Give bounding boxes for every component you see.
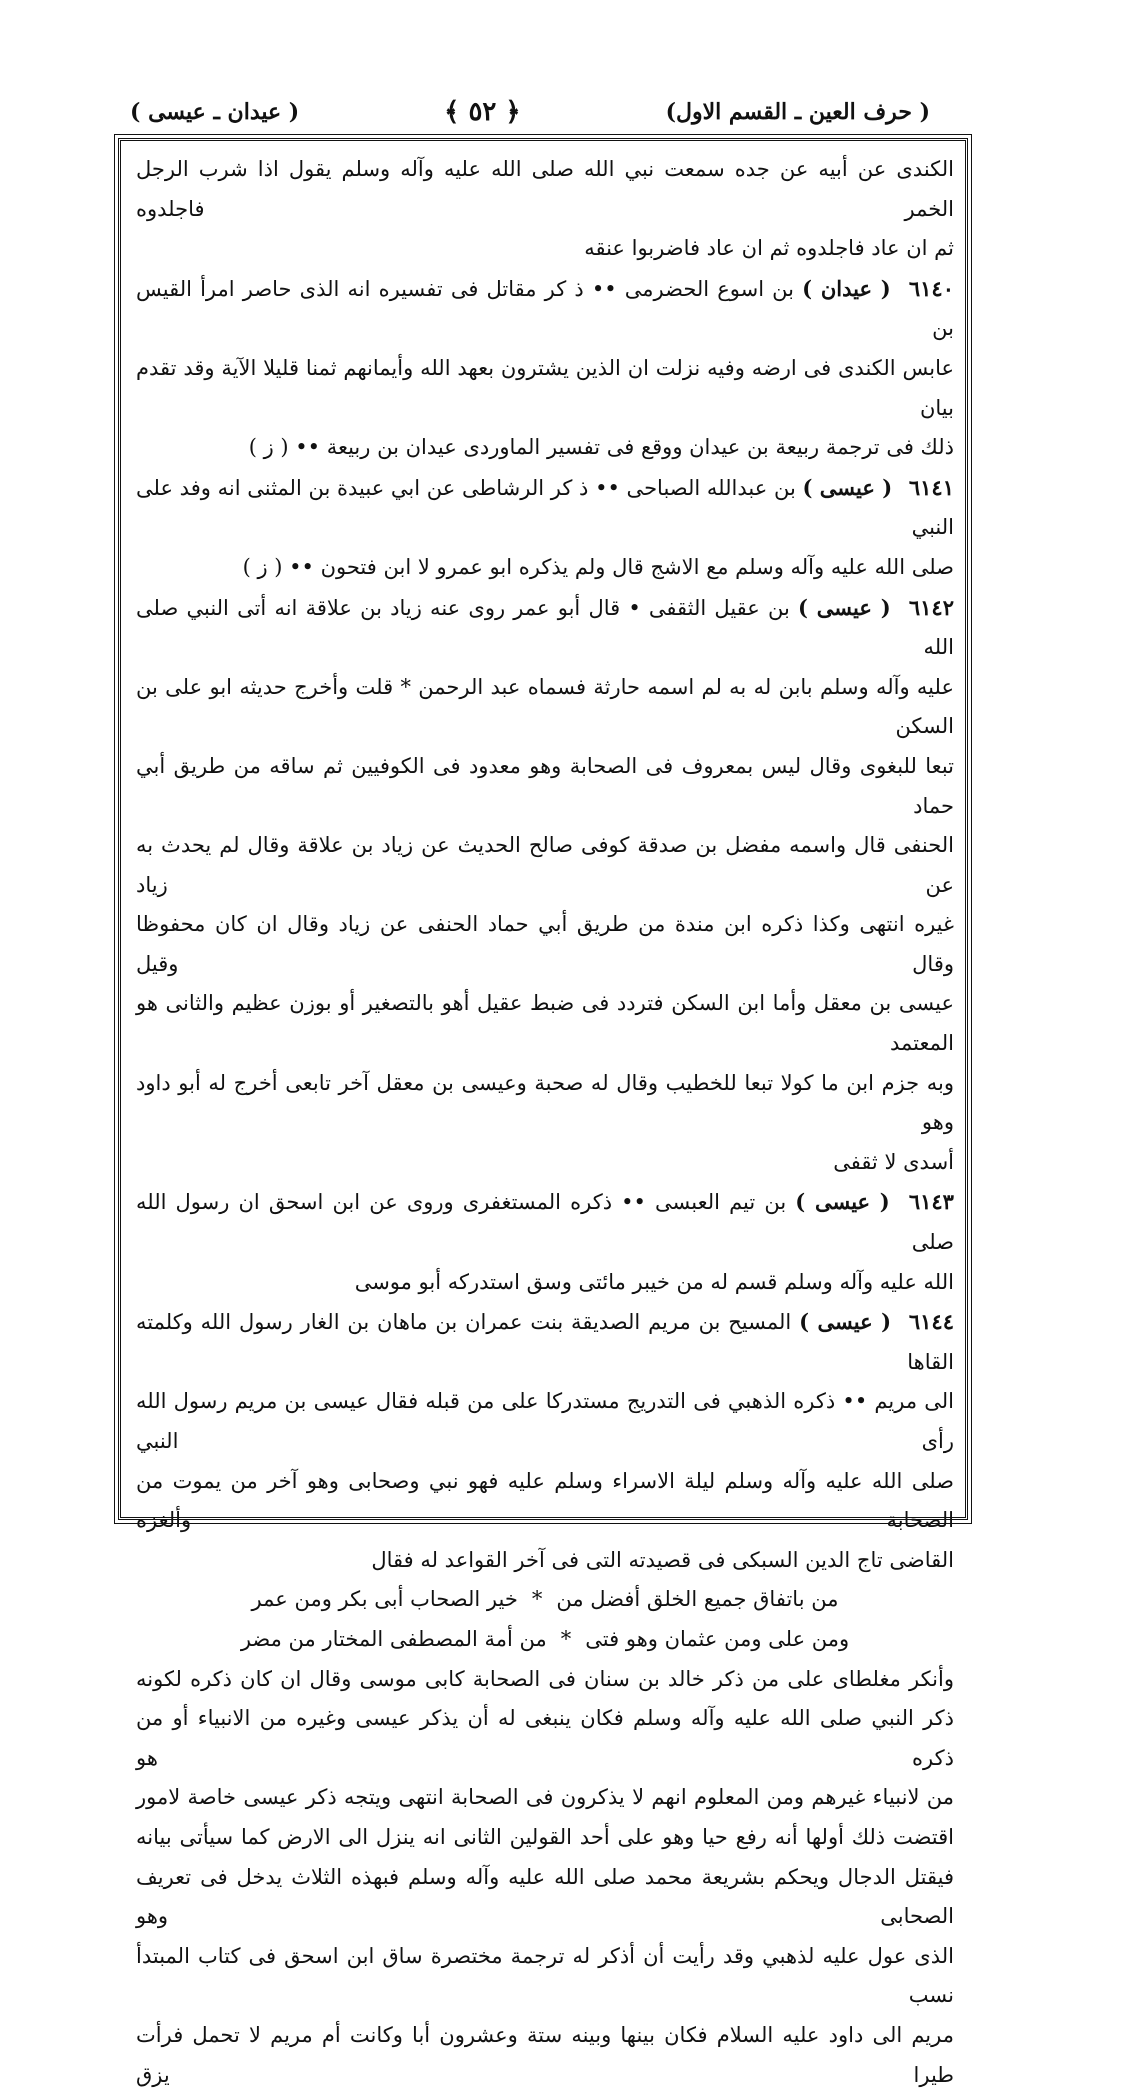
entry-name: ( عيسى ) xyxy=(798,594,891,620)
text-line: من لانبياء غيرهم ومن المعلوم انهم لا يذكرون فى الصحابة انتهى ويتجه ذكر عيسى خاصة لامور xyxy=(136,1785,954,1810)
entry-6143 xyxy=(136,1182,954,1302)
entry-6144 xyxy=(136,1302,954,1580)
entry-name: ( عيسى ) xyxy=(802,474,893,500)
page-body xyxy=(136,150,954,2087)
text-line: وبه جزم ابن ما كولا تبعا للخطيب وقال له صحبة وعيسى بن معقل آخر تابعى أخرج له أبو داود وهو xyxy=(136,1070,954,1135)
entry-6141 xyxy=(136,468,954,588)
verse-second-hemistich: من أمة المصطفى المختار من مضر xyxy=(240,1626,547,1651)
entry-name: ( عيدان ) xyxy=(802,275,891,301)
entry-6142 xyxy=(136,588,954,1183)
entry-number: ٦١٤٠ xyxy=(908,275,954,301)
closing-paragraph xyxy=(136,1660,954,2095)
text-line: الكندى عن أبيه عن جده سمعت نبي الله صلى الله عليه وآله وسلم يقول اذا شرب الرجل الخمر فاجلدوه xyxy=(136,157,954,221)
text-line: بن اسوع الحضرمى •• ذ كر مقاتل فى تفسيره انه الذى حاصر امرأ القيس بن xyxy=(136,276,954,341)
entry-number: ٦١٤٤ xyxy=(908,1309,954,1335)
text-line: الى مريم •• ذكره الذهبي فى التدريج مستدركا على من قبله فقال عيسى بن مريم رسول الله رأى النبي xyxy=(136,1389,954,1453)
text-line: عابس الكندى فى ارضه وفيه نزلت ان الذين يشترون بعهد الله وأيمانهم ثمنا قليلا الآية وقد تقدم بيان xyxy=(136,355,954,420)
text-line: غيره انتهى وكذا ذكره ابن مندة من طريق أبي حماد الحنفى عن زياد وقال ان كان محفوظا وقال وقيل xyxy=(136,912,954,976)
page-number: ﴿ ٥٢ ﴾ xyxy=(444,97,521,127)
entry-number: ٦١٤٣ xyxy=(908,1189,954,1215)
verse-separator: * xyxy=(560,1626,572,1651)
text-line: ثم ان عاد فاجلدوه ثم ان عاد فاضربوا عنقه xyxy=(584,236,954,261)
text-line: فيقتل الدجال ويحكم بشريعة محمد صلى الله عليه وآله وسلم فبهذه الثلاث يدخل فى تعريف الصحابى وهو xyxy=(136,1864,954,1929)
text-line: ذكر النبي صلى الله عليه وآله وسلم فكان ينبغى له أن يذكر عيسى وغيره من الانبياء أو من ذكره هو xyxy=(136,1706,954,1770)
text-line: صلى الله عليه وآله وسلم ليلة الاسراء وسلم عليه فهو نبي وصحابى وهو آخر من يموت من الصحابة وألغزه xyxy=(136,1468,954,1533)
text-line: بن عبدالله الصباحى •• ذ كر الرشاطى عن ابي عبيدة بن المثنى انه وفد على النبي xyxy=(136,475,954,540)
text-line: الله عليه وآله وسلم قسم له من خيبر مائتى وسق استدركه أبو موسى xyxy=(354,1269,954,1294)
verse-line xyxy=(136,1580,954,1620)
text-line: اقتضت ذلك أولها أنه رفع حيا وهو على أحد القولين الثانى انه ينزل الى الارض كما سيأتى بيانه xyxy=(136,1824,954,1849)
text-line: الذى عول عليه لذهبي وقد رأيت أن أذكر له ترجمة مختصرة ساق ابن اسحق فى كتاب المبتدأ نسب xyxy=(136,1943,954,2008)
text-line: عليه وآله وسلم بابن له به لم اسمه حارثة فسماه عبد الرحمن * قلت وأخرج حديثه ابو على بن السكن xyxy=(136,674,954,739)
verse-second-hemistich: خير الصحاب أبى بكر ومن عمر xyxy=(251,1587,518,1612)
entry-number: ٦١٤١ xyxy=(908,474,954,500)
text-line: المسيح بن مريم الصديقة بنت عمران بن ماهان بن الغار رسول الله وكلمته القاها xyxy=(136,1310,954,1374)
text-line: الحنفى قال واسمه مفضل بن صدقة كوفى صالح الحديث عن زياد بن علاقة وقال لم يحدث به عن زياد xyxy=(136,833,954,897)
text-line: صلى الله عليه وآله وسلم مع الاشج قال ولم يذكره ابو عمرو لا ابن فتحون •• ( ز ) xyxy=(242,554,954,579)
header-entry-range: ( عيدان ـ عيسى ) xyxy=(130,99,300,125)
verse-first-hemistich: من باتفاق جميع الخلق أفضل من xyxy=(556,1587,839,1612)
verse-line xyxy=(136,1620,954,1660)
text-line: مريم الى داود عليه السلام فكان بينها وبينه ستة وعشرون أبا وكانت أم مريم لا تحمل فرأت طيرا يزق xyxy=(136,2022,954,2087)
text-line: أسدى لا ثقفى xyxy=(833,1149,954,1174)
text-line: تبعا للبغوى وقال ليس بمعروف فى الصحابة وهو معدود فى الكوفيين ثم ساقه من طريق أبي حماد xyxy=(136,753,954,818)
verse-separator: * xyxy=(531,1587,543,1612)
text-line: بن تيم العبسى •• ذكره المستغفرى وروى عن ابن اسحق ان رسول الله صلى xyxy=(136,1190,954,1255)
entry-6140 xyxy=(136,269,954,468)
text-line: عيسى بن معقل وأما ابن السكن فتردد فى ضبط عقيل أهو بالتصغير أو بوزن عظيم والثانى هو المعتمد xyxy=(136,991,954,1056)
verse-first-hemistich: ومن على ومن عثمان وهو فتى xyxy=(585,1626,850,1651)
text-line: وأنكر مغلطاى على من ذكر خالد بن سنان فى الصحابة كابى موسى وقال ان كان ذكره لكونه xyxy=(136,1666,954,1691)
intro-paragraph xyxy=(136,150,954,269)
entry-name: ( عيسى ) xyxy=(799,1309,892,1335)
text-line: القاضى تاج الدين السبكى فى قصيدته التى فى آخر القواعد له فقال xyxy=(371,1547,954,1572)
entry-number: ٦١٤٢ xyxy=(908,594,954,620)
text-line: ذلك فى ترجمة ربيعة بن عيدان ووقع فى تفسير الماوردى عيدان بن ربيعة •• ( ز ) xyxy=(248,435,954,460)
page-header xyxy=(130,92,930,132)
text-line: بن عقيل الثقفى • قال أبو عمر روى عنه زياد بن علاقة انه أتى النبي صلى الله xyxy=(136,595,954,660)
entry-name: ( عيسى ) xyxy=(795,1189,890,1215)
poem-verses xyxy=(136,1580,954,1659)
header-section-title: ( حرف العين ـ القسم الاول) xyxy=(665,99,930,125)
